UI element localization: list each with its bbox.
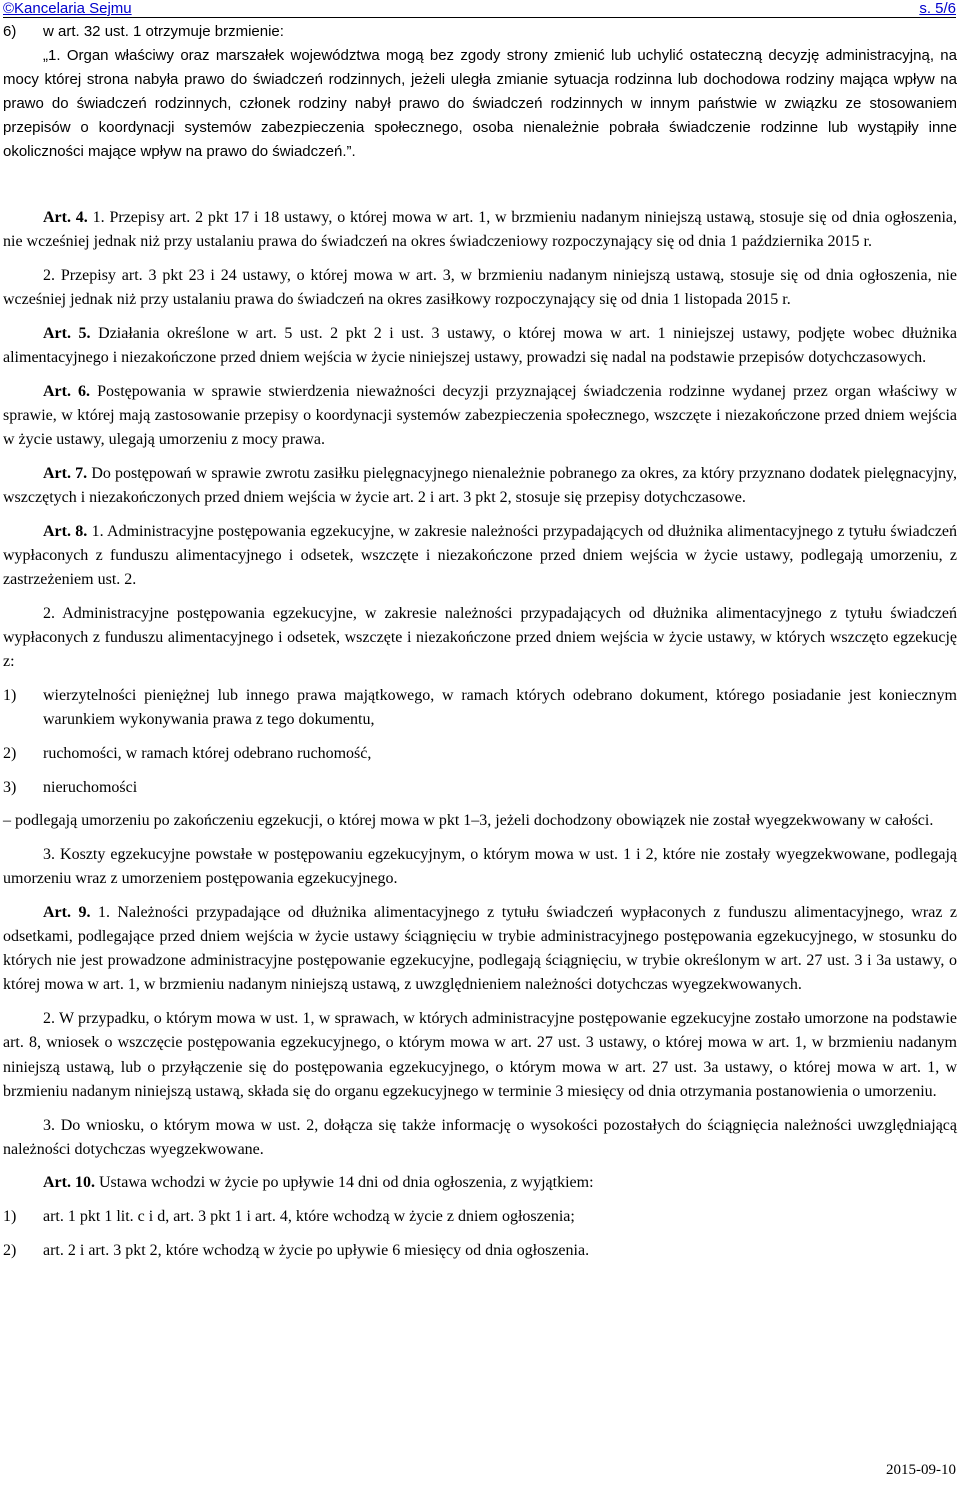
amendment-number: 6) bbox=[3, 23, 17, 40]
art8-paragraph-3: 3. Koszty egzekucyjne powstałe w postępowaniu egzekucyjnym, o którym mowa w ust. 1 i 2, które nie zostały wyegzekwowane, podlegają umorzeniu wraz z umorzeniem postępowania egzekucyjnego. bbox=[3, 845, 957, 888]
item-text: art. 2 i art. 3 pkt 2, które wchodzą w życie po upływie 6 miesięcy od dnia ogłoszenia. bbox=[43, 1241, 590, 1259]
item-text: wierzytelności pieniężnej lub innego prawa majątkowego, w ramach których odebrano dokument, którego posiadanie jest koniecznym warunkiem wykonywania prawa z tego dokumentu, bbox=[43, 686, 957, 729]
item-number: 2) bbox=[3, 1241, 17, 1259]
art4-text-1: 1. Przepisy art. 2 pkt 17 i 18 ustawy, o której mowa w art. 1, w brzmieniu nadanym niniejszą ustawą, stosuje się od dnia ogłoszenia, nie wcześniej jednak niż przy ustalaniu prawa do świadczeń na okres świadczeniowy rozpoczynający się od dnia 1 października 2015 r. bbox=[3, 209, 958, 251]
art8-item bbox=[3, 742, 957, 766]
amendment-text: w art. 32 ust. 1 otrzymuje brzmienie: bbox=[43, 23, 284, 40]
art8-paragraph-1 bbox=[3, 520, 957, 593]
art9-paragraph-3: 3. Do wniosku, o którym mowa w ust. 2, dołącza się także informację o wysokości pozostałych do ściągnięcia należności uwzględniającą należności dotychczas wyegzekwowane. bbox=[3, 1116, 957, 1158]
art6-paragraph bbox=[3, 380, 957, 453]
art8-text-1: 1. Administracyjne postępowania egzekucyjne, w zakresie należności przypadających od dłużnika alimentacyjnego z tytułu świadczeń wypłaconych z funduszu alimentacyjnego i odsetek, wszczęte i niezakończone przed dniem wejścia w życie ustawy, podlegają umorzeniu, z zastrzeżeniem ust. 2. bbox=[3, 522, 958, 589]
art4-paragraph-2: 2. Przepisy art. 3 pkt 23 i 24 ustawy, o której mowa w art. 3, w brzmieniu nadanym niniejszą ustawą, stosuje się od dnia ogłoszenia, nie wcześniej jednak niż przy ustalaniu prawa do świadczeń na okres zasiłkowy rozpoczynający się od dnia 1 listopada 2015 r. bbox=[3, 266, 957, 309]
footer-date: 2015-09-10 bbox=[886, 1462, 956, 1478]
art5-text: Działania określone w art. 5 ust. 2 pkt 2 i ust. 3 ustawy, o której mowa w art. 1 niniejszej ustawy, podjęte wobec dłużnika alimentacyjnego i niezakończone przed dniem wejścia w życie niniejszej ustawy, prowadzi się nadal na podstawie przepisów dotychczasowych. bbox=[3, 324, 958, 367]
art6-text: Postępowania w sprawie stwierdzenia nieważności decyzji przyznającej świadczenia rodzinne wydanej przez organ właściwy w sprawie, w której mają zastosowanie przepisy o koordynacji systemów zabezpieczenia społecznego, wszczęte i niezakończone przed dniem wejścia w życie ustawy, ulegają umorzeniu z mocy prawa. bbox=[3, 382, 958, 449]
art9-paragraph-1 bbox=[3, 901, 957, 998]
page-number[interactable]: s. 5/6 bbox=[919, 0, 956, 17]
art10-paragraph bbox=[3, 1171, 957, 1195]
art10-text: Ustawa wchodzi w życie po upływie 14 dni od dnia ogłoszenia, z wyjątkiem: bbox=[98, 1174, 594, 1192]
item-number: 2) bbox=[3, 744, 17, 762]
item-number: 3) bbox=[3, 778, 17, 796]
art7-text: Do postępowań w sprawie zwrotu zasiłku pielęgnacyjnego nienależnie pobranego za okres, za który przyznano dodatek pielęgnacyjny, wszczętych i niezakończonych przed dniem wejścia w życie art. 2 i art. 3 pkt 2, stosuje się przepisy dotychczasowe. bbox=[3, 464, 957, 507]
art9-paragraph-2: 2. W przypadku, o którym mowa w ust. 1, w sprawach, w których administracyjne postępowanie egzekucyjne zostało umorzone na podstawie art. 8, wniosek o wszczęcie postępowania egzekucyjnego, o którym mowa w art. 27 ust. 3 ustawy, o której mowa w art. 1, w brzmieniu nadanym niniejszą ustawą, lub o przyłączenie się do postępowania egzekucyjnego, o którym mowa w art. 27 ust. 3a ustawy, o której mowa w art. 1, w brzmieniu nadanym niniejszą ustawą, składa się do organu egzekucyjnego w terminie 3 miesięcy od dnia otrzymania postanowienia o umorzeniu. bbox=[3, 1010, 957, 1100]
art8-paragraph-2: 2. Administracyjne postępowania egzekucyjne, w zakresie należności przypadających od dłużnika alimentacyjnego z tytułu świadczeń wypłaconych z funduszu alimentacyjnego i odsetek, wszczęte i niezakończone przed dniem wejścia w życie ustawy, w których wszczęto egzekucję z: bbox=[3, 604, 957, 671]
amendment-quote: „1. Organ właściwy oraz marszałek województwa mogą bez zgody strony zmienić lub uchylić ostateczną decyzję administracyjną, na mocy której strona nabyła prawo do świadczeń rodzinnych, jeżeli uległa zmianie sytuacja rodzinna lub dochodowa rodziny mająca wpływ na prawo do świadczeń rodzinnych, członek rodziny nabył prawo do świadczeń rodzinnych w innym państwie w związku ze stosowaniem przepisów o koordynacji systemów zabezpieczenia społecznego, osoba nienależnie pobrała świadczenie rodzinne lub wystąpiły inne okoliczności mające wpływ na prawo do świadczeń.”. bbox=[3, 47, 957, 160]
art6-label: Art. 6. bbox=[43, 382, 91, 400]
item-number: 1) bbox=[3, 1208, 17, 1226]
art8-closing: – podlegają umorzeniu po zakończeniu egzekucji, o której mowa w pkt 1–3, jeżeli dochodzony obowiązek nie został wyegzekwowany w całości. bbox=[3, 812, 934, 830]
art10-label: Art. 10. bbox=[43, 1174, 95, 1192]
item-number: 1) bbox=[3, 686, 17, 704]
header-source[interactable]: ©Kancelaria Sejmu bbox=[3, 0, 132, 17]
document-body bbox=[3, 206, 957, 1273]
item-text: ruchomości, w ramach której odebrano ruchomość, bbox=[43, 744, 372, 762]
art10-item bbox=[3, 1239, 957, 1263]
art9-text-1: 1. Należności przypadające od dłużnika alimentacyjnego z tytułu świadczeń wypłaconych z funduszu alimentacyjnego, wraz z odsetkami, podlegające przed dniem wejścia w życie ustawy ściągnięciu w trybie administracyjnego postępowania egzekucyjnego, w stosunku do których nie jest prowadzone administracyjne postępowanie egzekucyjne, podlegają ściągnięciu, w trybie określonym w art. 27 ust. 3 i 3a ustawy, o której mowa w art. 1, w brzmieniu nadanym niniejszą ustawą, z uwzględnieniem należności dotychczas wyegzekwowanych. bbox=[3, 903, 958, 994]
art7-paragraph bbox=[3, 462, 957, 510]
item-text: nieruchomości bbox=[43, 778, 138, 796]
art10-item bbox=[3, 1205, 957, 1229]
art9-label: Art. 9. bbox=[43, 903, 91, 921]
art5-label: Art. 5. bbox=[43, 324, 91, 342]
header-divider bbox=[3, 17, 956, 18]
page-header bbox=[3, 0, 956, 18]
item-text: art. 1 pkt 1 lit. c i d, art. 3 pkt 1 i art. 4, które wchodzą w życie z dniem ogłoszenia; bbox=[43, 1208, 575, 1226]
art8-item bbox=[3, 684, 957, 732]
art8-item bbox=[3, 776, 957, 800]
amendment-intro bbox=[3, 20, 284, 44]
art5-paragraph bbox=[3, 322, 957, 370]
art7-label: Art. 7. bbox=[43, 464, 88, 482]
art4-paragraph-1 bbox=[3, 206, 957, 254]
art4-label: Art. 4. bbox=[43, 209, 88, 226]
art8-label: Art. 8. bbox=[43, 522, 88, 540]
